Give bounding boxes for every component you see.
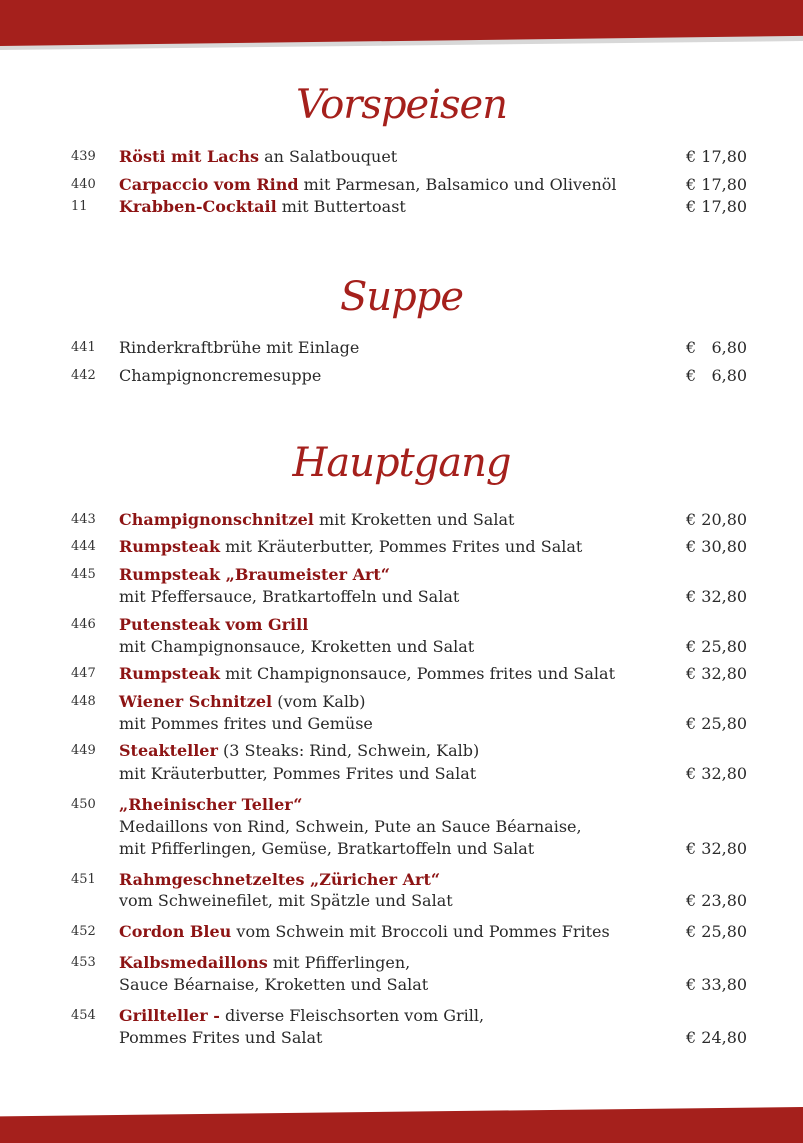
item-price: € 25,80 [686,922,748,941]
item-price: € 6,80 [686,338,748,357]
item-description: mit Champignonsauce, Pommes frites und Salat [220,664,615,683]
item-description: mit Pommes frites und Gemüse [119,714,373,733]
item-price: € 32,80 [686,664,748,683]
item-number: 441 [71,340,96,355]
item-name: Carpaccio vom Rind [119,175,299,194]
item-description: mit Buttertoast [276,197,406,216]
item-number: 443 [71,512,96,527]
item-price: € 32,80 [686,587,748,606]
item-description: mit Champignonsauce, Kroketten und Salat [119,637,475,656]
item-name: Rösti mit Lachs [119,147,259,166]
item-description: vom Schwein mit Broccoli und Pommes Frites [231,922,610,941]
item-number: 440 [71,177,96,192]
item-description: mit Pfifferlingen, Gemüse, Bratkartoffeln und Salat [119,839,535,858]
item-number: 444 [71,539,96,554]
item-name: Steakteller [119,741,218,760]
item-description: mit Kräuterbutter, Pommes Frites und Salat [220,537,583,556]
item-number: 447 [71,666,96,681]
item-number: 442 [71,368,96,383]
item-number: 450 [71,797,96,812]
item-number: 453 [71,955,96,970]
item-name: Rumpsteak [119,537,221,556]
item-description: mit Parmesan, Balsamico und Olivenöl [298,175,617,194]
section-title-suppe: Suppe [339,274,464,320]
item-description: Pommes Frites und Salat [119,1028,323,1047]
item-number: 439 [71,149,96,164]
item-description: mit Pfeffersauce, Bratkartoffeln und Salat [119,587,460,606]
item-price: € 17,80 [686,147,748,166]
item-description: an Salatbouquet [258,147,398,166]
item-name: Rumpsteak „Braumeister Art“ [119,565,391,584]
item-name: Putensteak vom Grill [119,615,309,634]
item-name: Cordon Bleu [119,922,232,941]
item-price: € 30,80 [686,537,748,556]
item-price: € 20,80 [686,510,748,529]
item-description: diverse Fleischsorten vom Grill, [219,1006,485,1025]
item-number: 11 [71,199,88,214]
item-number: 446 [71,617,96,632]
item-price: € 32,80 [686,764,748,783]
item-price: € 25,80 [686,714,748,733]
item-number: 454 [71,1008,96,1023]
item-description: mit Kräuterbutter, Pommes Frites und Salat [119,764,477,783]
item-description: (vom Kalb) [272,692,366,711]
item-name: Grillteller - [119,1006,220,1025]
section-title-hauptgang: Hauptgang [292,440,511,486]
item-name: Rahmgeschnetzeltes „Züricher Art“ [119,870,441,889]
item-number: 449 [71,743,96,758]
item-description: (3 Steaks: Rind, Schwein, Kalb) [217,741,480,760]
item-description: mit Kroketten und Salat [313,510,515,529]
item-description: Medaillons von Rind, Schwein, Pute an Sauce Béarnaise, [119,817,582,836]
section-title-vorspeisen: Vorspeisen [296,82,507,128]
item-description: vom Schweinefilet, mit Spätzle und Salat [119,891,453,910]
item-number: 448 [71,694,96,709]
item-description: Champignoncremesuppe [119,366,322,385]
item-price: € 17,80 [686,197,748,216]
item-price: € 32,80 [686,839,748,858]
item-number: 452 [71,924,96,939]
item-price: € 24,80 [686,1028,748,1047]
item-description: mit Pfifferlingen, [267,953,411,972]
item-number: 451 [71,872,96,887]
item-price: € 25,80 [686,637,748,656]
item-description: Sauce Béarnaise, Kroketten und Salat [119,975,429,994]
item-name: „Rheinischer Teller“ [119,795,303,814]
item-name: Champignonschnitzel [119,510,314,529]
item-name: Kalbsmedaillons [119,953,268,972]
item-number: 445 [71,567,96,582]
item-price: € 23,80 [686,891,748,910]
item-description: Rinderkraftbrühe mit Einlage [119,338,360,357]
item-price: € 6,80 [686,366,748,385]
item-name: Wiener Schnitzel [119,692,273,711]
item-price: € 33,80 [686,975,748,994]
item-price: € 17,80 [686,175,748,194]
item-name: Rumpsteak [119,664,221,683]
item-name: Krabben-Cocktail [119,197,277,216]
bottom-decorative-band [0,1107,803,1143]
